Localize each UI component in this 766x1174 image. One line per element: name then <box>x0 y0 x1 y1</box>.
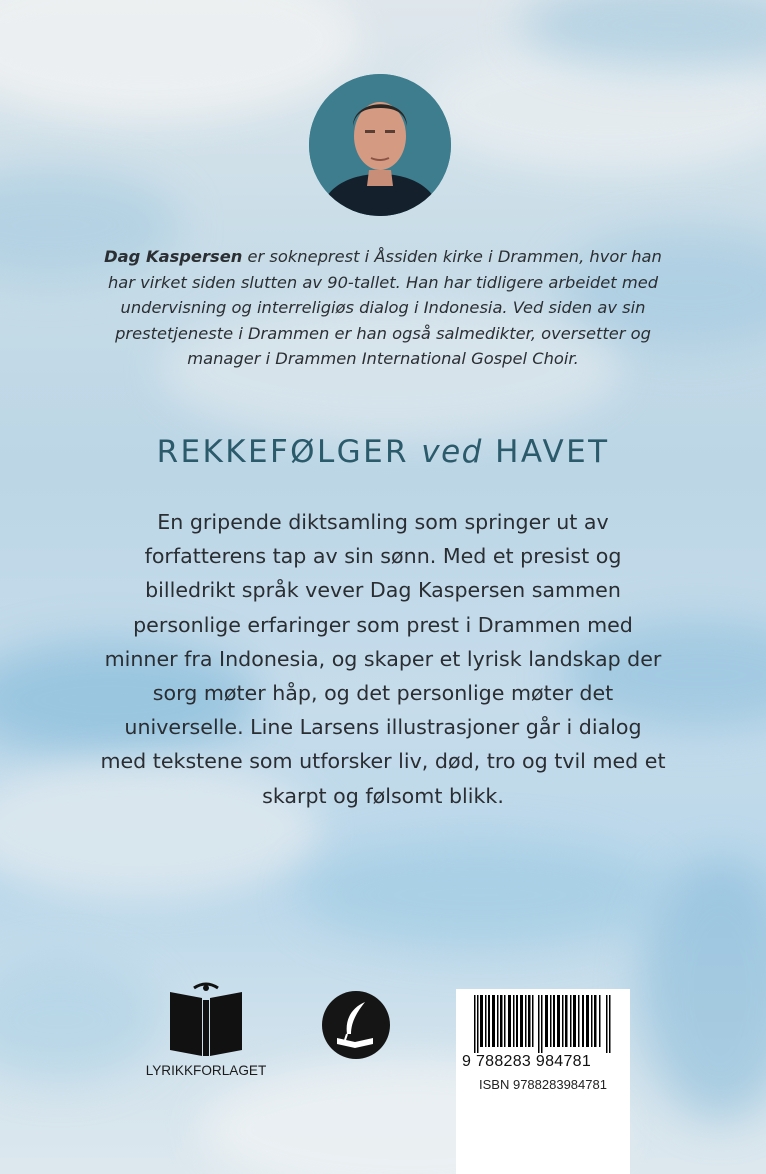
book-title <box>0 434 766 470</box>
author-name: Dag Kaspersen <box>104 247 243 266</box>
title-part-3: HAVET <box>495 434 610 470</box>
publisher-logo <box>136 980 276 1085</box>
author-photo <box>309 74 451 216</box>
isbn-label: ISBN 9788283984781 <box>479 1077 607 1092</box>
title-part-1: REKKEFØLGER <box>156 434 409 470</box>
author-bio-text: er sokneprest i Åssiden kirke i Drammen, hvor han har virket siden slutten av 90-tallet. Han har tidligere arbeidet med undervisning og interreligiøs dialog i Indonesia. Ved siden av sin prestetjeneste i Drammen er han også salmedikter, oversetter og manager i Drammen International Gospel Choir. <box>107 247 662 369</box>
publisher-name: LYRIKKFORLAGET <box>145 1063 267 1078</box>
barcode-digits: 9 788283 984781 <box>462 1053 592 1070</box>
barcode-bars <box>474 995 614 1053</box>
author-bio <box>100 244 666 372</box>
book-icon <box>164 980 248 1062</box>
book-blurb: En gripende diktsamling som springer ut av forfatterens tap av sin sønn. Med et presist og billedrikt språk vever Dag Kaspersen sammen personlige erfaringer som prest i Drammen med minner fra Indonesia, og skaper et lyrisk landskap der sorg møter håp, og det personlige møter det universelle. Line Larsens illustrasjoner går i dialog med tekstene som utforsker liv, død, tro og tvil med et skarpt og følsomt blikk. <box>100 510 666 808</box>
quill-book-icon <box>321 990 391 1060</box>
title-part-2: ved <box>421 434 483 470</box>
barcode <box>456 989 630 1174</box>
